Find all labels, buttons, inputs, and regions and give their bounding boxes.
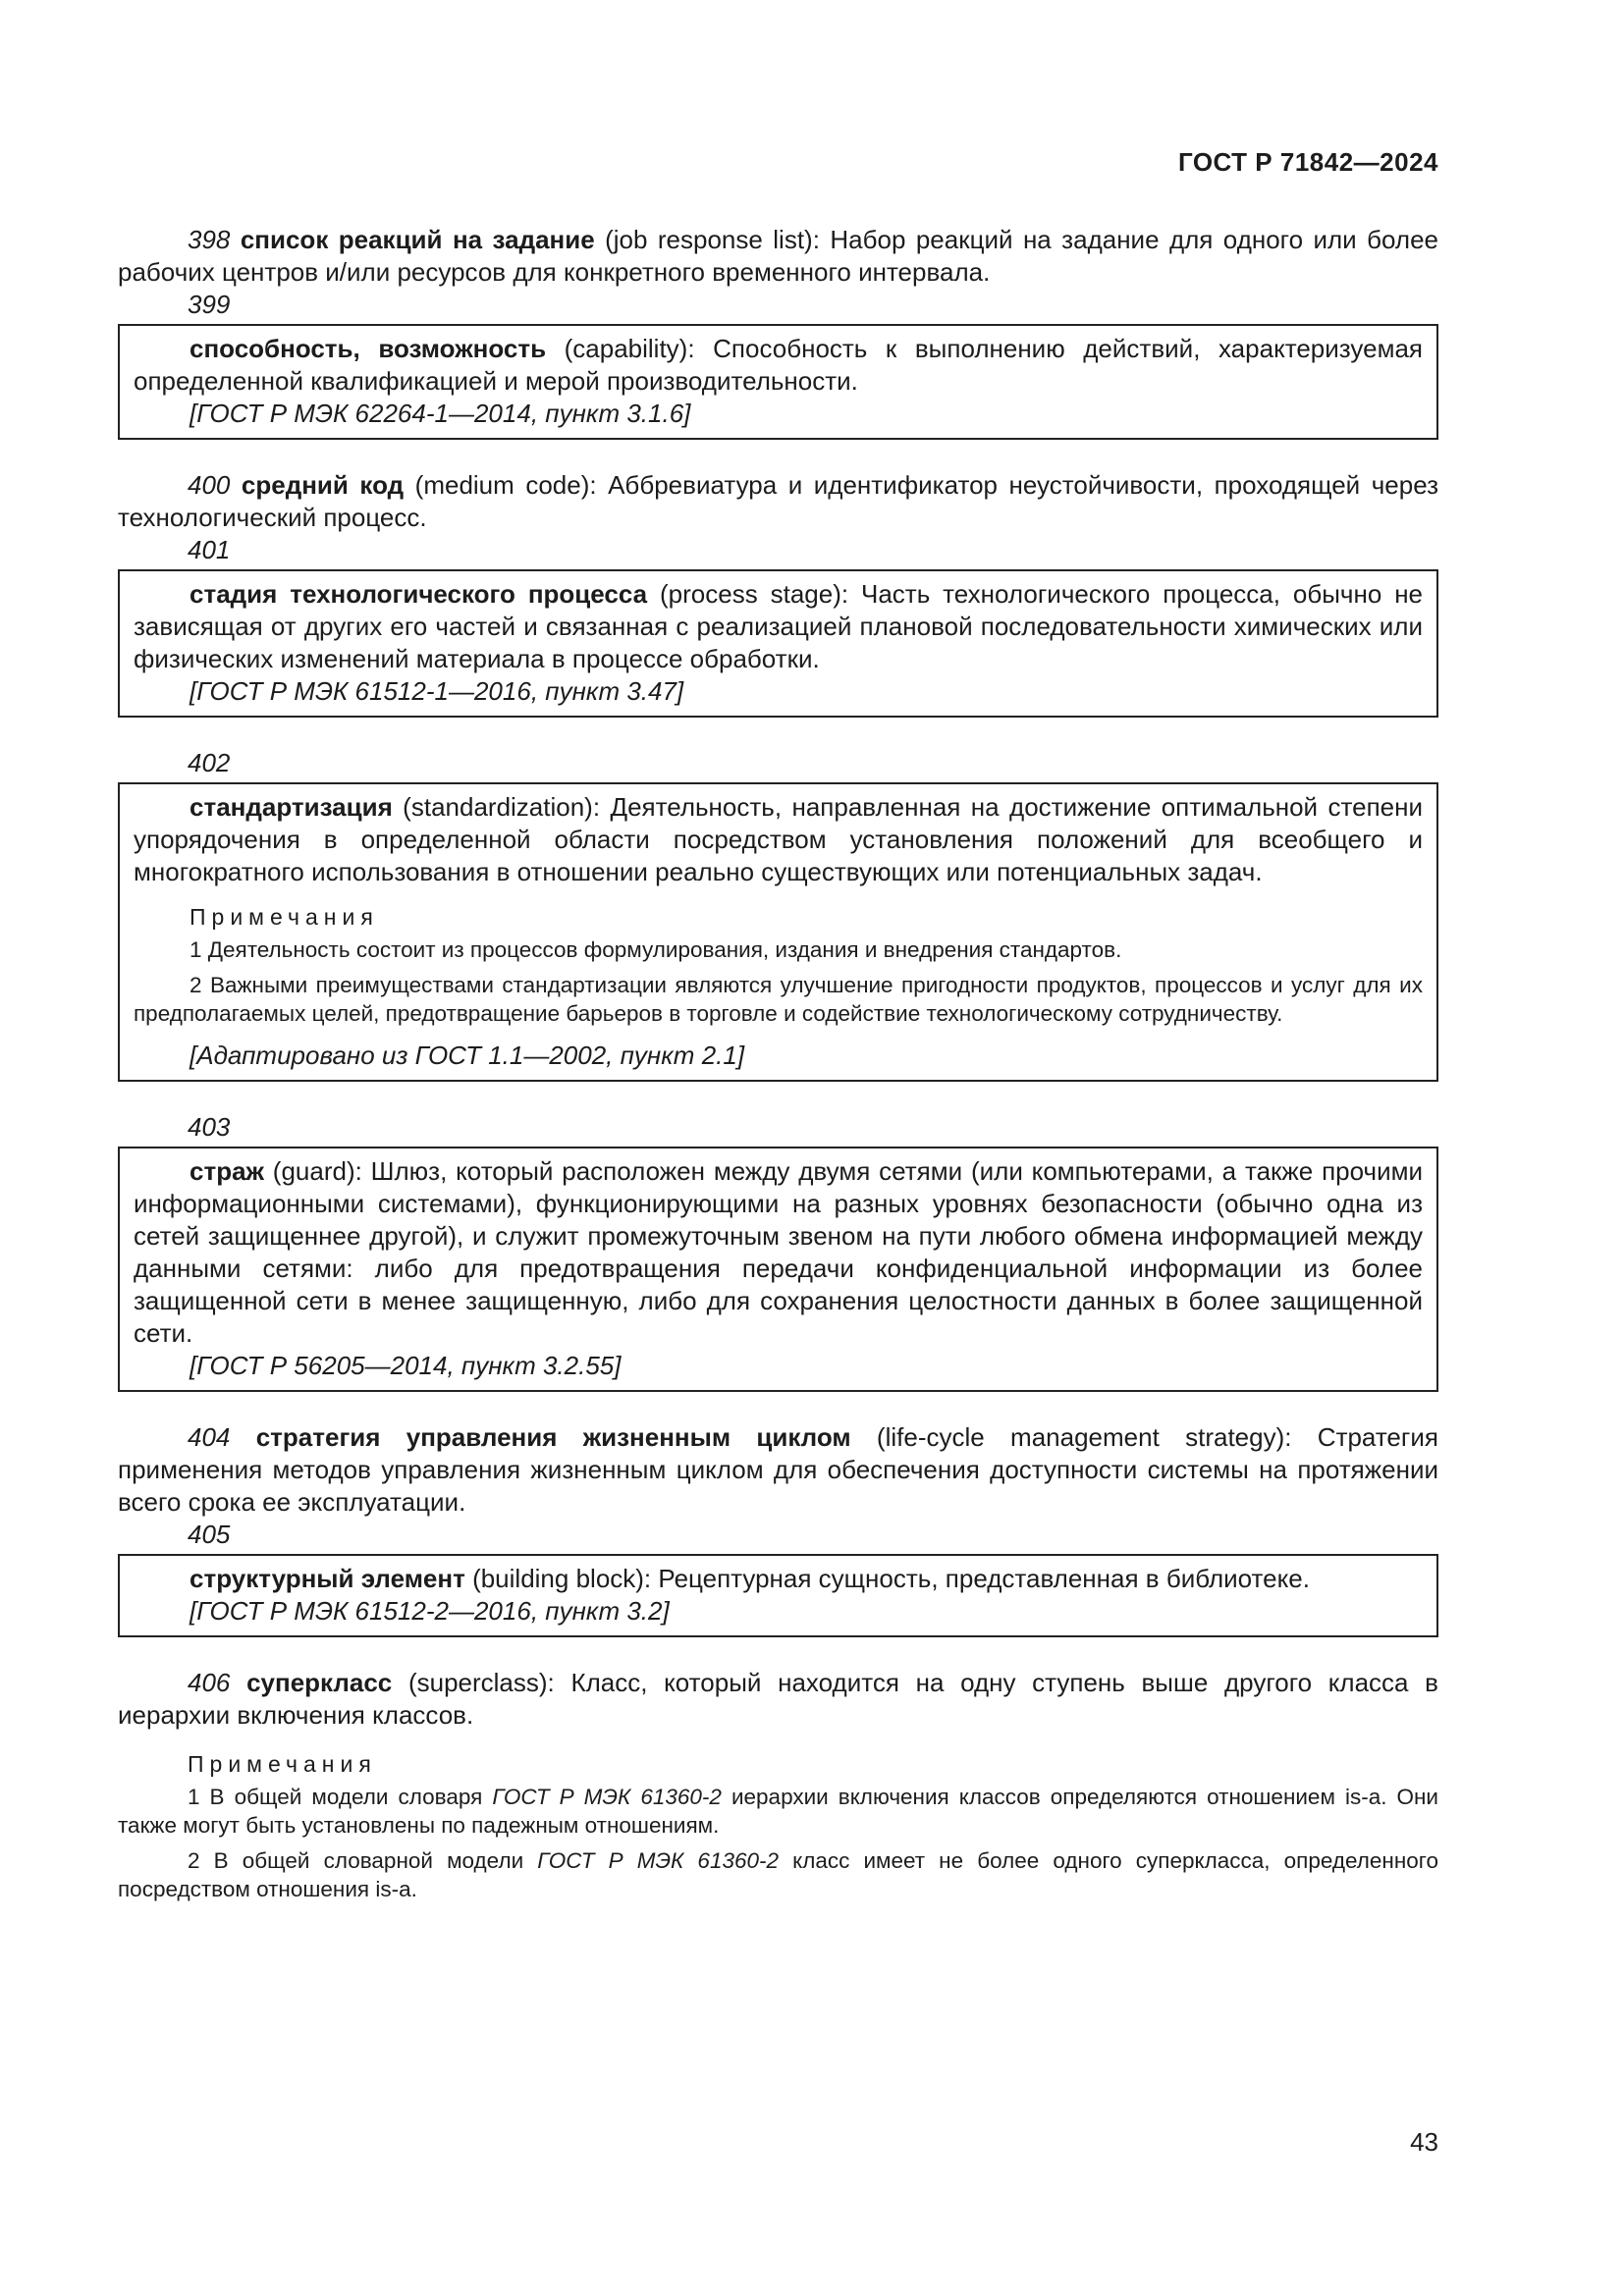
entry-term: стадия технологического процесса xyxy=(189,579,648,609)
notes-heading: Примечания xyxy=(188,1751,377,1777)
document-page xyxy=(118,0,1438,2296)
entry-source: [ГОСТ Р МЭК 61512-2—2016, пункт 3.2] xyxy=(189,1596,670,1626)
entry-406-block xyxy=(118,1667,1438,1903)
entry-term: стратегия управления жизненным циклом xyxy=(255,1422,851,1452)
entry-405-box xyxy=(118,1554,1438,1637)
entry-definition: (life-cycle management strategy): Стратегия применения методов управления жизненным циклом для обеспечения доступности системы на протяжении всего срока ее эксплуатации. xyxy=(118,1422,1438,1517)
entry-definition: (building block): Рецептурная сущность, представленная в библиотеке. xyxy=(464,1564,1310,1593)
entry-source: [ГОСТ Р МЭК 61512-1—2016, пункт 3.47] xyxy=(189,676,684,706)
entry-source: [Адаптировано из ГОСТ 1.1—2002, пункт 2.1] xyxy=(189,1041,745,1070)
entry-definition: (guard): Шлюз, который расположен между двумя сетями (или компьютерами, а также прочими информационными системами), функционирующими на разных уровнях безопасности (обычно одна из сетей защищеннее другой), и служит промежуточным звеном на пути любого обмена информацией между данными сетями: либо для предотвращения передачи конфиденциальной информации из более защищенной сети в менее защищенную, либо для сохранения целостности данных в более защищенной сети. xyxy=(134,1156,1423,1348)
note-text: иерархии включения классов определяются отношением is-a. Они также могут быть установлены по падежным отношениям. xyxy=(118,1785,1439,1838)
entry-403 xyxy=(134,1155,1423,1350)
note-2: 2 Важными преимуществами стандартизации являются улучшение пригодности продуктов, процессов и услуг для их предполагаемых целей, предотвращение барьеров в торговле и содействие технологическому сотрудничеству. xyxy=(134,973,1423,1026)
notes-heading: Примечания xyxy=(189,904,379,930)
entry-403-box xyxy=(118,1147,1438,1392)
entry-number: 406 xyxy=(188,1668,231,1697)
entry-405 xyxy=(134,1563,1423,1595)
entry-term: список реакций на задание xyxy=(240,225,595,254)
standard-reference: ГОСТ Р МЭК 61360-2 xyxy=(492,1785,722,1809)
entry-402-box xyxy=(118,782,1438,1082)
note-text: 2 В общей словарной модели xyxy=(188,1848,538,1873)
entry-term: страж xyxy=(189,1156,264,1186)
entry-definition: (capability): Способность к выполнению действий, характеризуемая определенной квалификацией и мерой производительности. xyxy=(134,334,1424,396)
entry-source: [ГОСТ Р МЭК 62264-1—2014, пункт 3.1.6] xyxy=(189,399,691,428)
entry-source: [ГОСТ Р 56205—2014, пункт 3.2.55] xyxy=(189,1351,622,1380)
page-number: 43 xyxy=(1410,2127,1438,2157)
entry-definition: (superclass): Класс, который находится на одну ступень выше другого класса в иерархии включения классов. xyxy=(118,1668,1438,1730)
entry-term: способность, возможность xyxy=(189,334,547,363)
note-1: 1 Деятельность состоит из процессов формулирования, издания и внедрения стандартов. xyxy=(189,937,1122,962)
entry-definition: (medium code): Аббревиатура и идентификатор неустойчивости, проходящей через технологический процесс. xyxy=(118,470,1438,532)
glossary-content xyxy=(118,224,1438,1910)
entry-number: 399 xyxy=(188,290,231,319)
entry-term: стандартизация xyxy=(189,792,393,822)
entry-definition: (process stage): Часть технологического процесса, обычно не зависящая от других его частей и связанная с реализацией плановой последовательности химических или физических изменений материала в процессе обработки. xyxy=(134,579,1424,673)
entry-number: 403 xyxy=(188,1112,231,1142)
entry-term: средний код xyxy=(241,470,405,500)
entry-number: 401 xyxy=(188,535,231,564)
entry-definition: (standardization): Деятельность, направленная на достижение оптимальной степени упорядочения в определенной области посредством установления положений для всеобщего и многократного использования в отношении реально существующих или потенциальных задач. xyxy=(134,792,1423,886)
entry-number: 402 xyxy=(188,748,231,777)
entry-406 xyxy=(118,1667,1438,1732)
standard-reference: ГОСТ Р МЭК 61360-2 xyxy=(537,1848,779,1873)
entry-number: 400 xyxy=(188,470,231,500)
entry-404 xyxy=(118,1421,1438,1519)
entry-399-box xyxy=(118,324,1438,440)
entry-number: 404 xyxy=(188,1422,231,1452)
entry-number: 398 xyxy=(188,225,231,254)
entry-401-box xyxy=(118,569,1438,718)
note-text: класс имеет не более одного суперкласса, определенного посредством отношения is-a. xyxy=(118,1848,1438,1901)
entry-402 xyxy=(134,791,1423,888)
entry-399 xyxy=(134,333,1423,398)
entry-term: структурный элемент xyxy=(189,1564,465,1593)
note-2 xyxy=(118,1846,1438,1903)
entry-400 xyxy=(118,469,1438,534)
entry-term: суперкласс xyxy=(246,1668,393,1697)
standard-designation: ГОСТ Р 71842—2024 xyxy=(1177,147,1438,177)
entry-398 xyxy=(118,224,1438,289)
note-1 xyxy=(118,1783,1438,1840)
entry-401 xyxy=(134,578,1423,675)
entry-number: 405 xyxy=(188,1520,231,1549)
entry-definition: (job response list): Набор реакций на задание для одного или более рабочих центров и/или ресурсов для конкретного временного интервала. xyxy=(118,225,1438,287)
note-text: 1 В общей модели словаря xyxy=(188,1785,493,1809)
